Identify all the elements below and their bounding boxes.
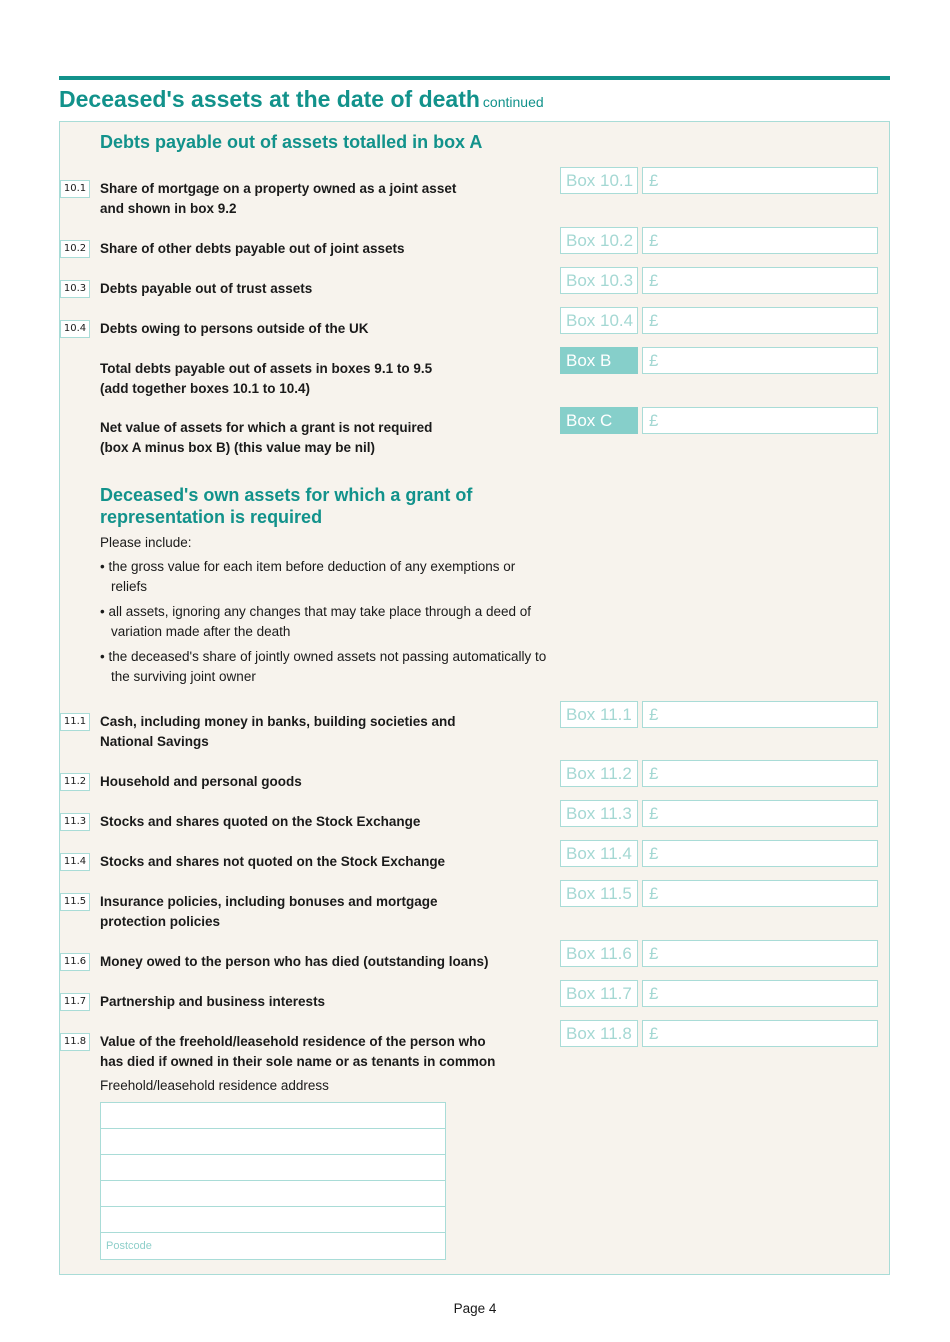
box-10-1-input[interactable] bbox=[642, 167, 878, 194]
box-11-8-label: Box 11.8 bbox=[560, 1020, 638, 1047]
question-number-11-6: 11.6 bbox=[60, 953, 90, 971]
question-11-8-text bbox=[100, 1032, 550, 1072]
address-line-3[interactable] bbox=[100, 1154, 446, 1181]
question-10-4-text: Debts owing to persons outside of the UK bbox=[100, 321, 369, 336]
question-10-1-line1: Share of mortgage on a property owned as a joint asset bbox=[100, 181, 457, 196]
question-11-2-text: Household and personal goods bbox=[100, 774, 302, 789]
box-10-3-label: Box 10.3 bbox=[560, 267, 638, 294]
page-title bbox=[59, 86, 544, 113]
question-number-11-8: 11.8 bbox=[60, 1033, 90, 1051]
question-11-1-text bbox=[100, 712, 545, 752]
question-number-11-2: 11.2 bbox=[60, 773, 90, 791]
box-11-2-label: Box 11.2 bbox=[560, 760, 638, 787]
box-11-4-label: Box 11.4 bbox=[560, 840, 638, 867]
currency-symbol: £ bbox=[649, 804, 659, 823]
box-11-8-input[interactable] bbox=[642, 1020, 878, 1047]
box-11-3-label: Box 11.3 bbox=[560, 800, 638, 827]
question-10-3-text: Debts payable out of trust assets bbox=[100, 281, 313, 296]
question-11-5-line2: protection policies bbox=[100, 914, 221, 929]
question-11-8-line1: Value of the freehold/leasehold residence of the person who bbox=[100, 1034, 486, 1049]
address-line-2[interactable] bbox=[100, 1128, 446, 1155]
net-value-line1: Net value of assets for which a grant is not required bbox=[100, 420, 433, 435]
box-11-7-label: Box 11.7 bbox=[560, 980, 638, 1007]
currency-symbol: £ bbox=[649, 171, 659, 190]
question-11-5-text bbox=[100, 892, 545, 932]
box-10-3-input[interactable] bbox=[642, 267, 878, 294]
box-11-5-label: Box 11.5 bbox=[560, 880, 638, 907]
currency-symbol: £ bbox=[649, 411, 659, 430]
debts-heading: Debts payable out of assets totalled in box A bbox=[100, 132, 483, 152]
question-11-8-line2: has died if owned in their sole name or as tenants in common bbox=[100, 1054, 496, 1069]
box-10-4-input[interactable] bbox=[642, 307, 878, 334]
question-number-11-7: 11.7 bbox=[60, 993, 90, 1011]
postcode-field[interactable]: Postcode bbox=[100, 1232, 446, 1260]
page-title-suffix: continued bbox=[482, 94, 544, 110]
bullet-gross-value: • the gross value for each item before deduction of any exemptions or reliefs bbox=[100, 559, 516, 594]
question-10-1-line2: and shown in box 9.2 bbox=[100, 201, 237, 216]
question-number-10-4: 10.4 bbox=[60, 320, 90, 338]
question-number-11-5: 11.5 bbox=[60, 893, 90, 911]
box-11-1-input[interactable] bbox=[642, 701, 878, 728]
bullet-jointly-owned: • the deceased's share of jointly owned assets not passing automatically to the surviving joint owner bbox=[100, 649, 547, 684]
box-11-1-label: Box 11.1 bbox=[560, 701, 638, 728]
question-number-10-2: 10.2 bbox=[60, 240, 90, 258]
address-label: Freehold/leasehold residence address bbox=[100, 1078, 329, 1093]
box-11-7-input[interactable] bbox=[642, 980, 878, 1007]
own-assets-heading bbox=[100, 484, 472, 528]
box-10-4-label: Box 10.4 bbox=[560, 307, 638, 334]
question-11-6-text: Money owed to the person who has died (outstanding loans) bbox=[100, 954, 489, 969]
box-11-2-input[interactable] bbox=[642, 760, 878, 787]
question-number-11-3: 11.3 bbox=[60, 813, 90, 831]
currency-symbol: £ bbox=[649, 884, 659, 903]
currency-symbol: £ bbox=[649, 705, 659, 724]
box-10-2-label: Box 10.2 bbox=[560, 227, 638, 254]
bullet-all-assets: • all assets, ignoring any changes that may take place through a deed of variation made after the death bbox=[100, 604, 531, 639]
currency-symbol: £ bbox=[649, 271, 659, 290]
address-line-5[interactable] bbox=[100, 1206, 446, 1233]
please-include-text: Please include: bbox=[100, 535, 192, 550]
question-number-10-1: 10.1 bbox=[60, 180, 90, 198]
question-number-11-1: 11.1 bbox=[60, 713, 90, 731]
question-10-2-text: Share of other debts payable out of joint assets bbox=[100, 241, 405, 256]
box-11-3-input[interactable] bbox=[642, 800, 878, 827]
question-11-1-line1: Cash, including money in banks, building societies and bbox=[100, 714, 456, 729]
own-assets-heading-line2: representation is required bbox=[100, 507, 323, 527]
box-b-input[interactable] bbox=[642, 347, 878, 374]
total-debts-line1: Total debts payable out of assets in boxes 9.1 to 9.5 bbox=[100, 361, 433, 376]
page-number: Page 4 bbox=[453, 1301, 497, 1316]
box-c-label: Box C bbox=[560, 407, 638, 434]
page-title-text: Deceased's assets at the date of death bbox=[59, 86, 480, 112]
question-11-7-text: Partnership and business interests bbox=[100, 994, 326, 1009]
currency-symbol: £ bbox=[649, 1024, 659, 1043]
currency-symbol: £ bbox=[649, 944, 659, 963]
question-number-10-3: 10.3 bbox=[60, 280, 90, 298]
box-11-6-label: Box 11.6 bbox=[560, 940, 638, 967]
currency-symbol: £ bbox=[649, 984, 659, 1003]
box-b-label: Box B bbox=[560, 347, 638, 374]
address-line-4[interactable] bbox=[100, 1180, 446, 1207]
box-c-input[interactable] bbox=[642, 407, 878, 434]
currency-symbol: £ bbox=[649, 764, 659, 783]
question-10-1-text bbox=[100, 179, 545, 219]
total-debts-text bbox=[100, 359, 545, 399]
box-10-2-input[interactable] bbox=[642, 227, 878, 254]
currency-symbol: £ bbox=[649, 231, 659, 250]
total-debts-line2: (add together boxes 10.1 to 10.4) bbox=[100, 381, 311, 396]
box-11-6-input[interactable] bbox=[642, 940, 878, 967]
own-assets-heading-line1: Deceased's own assets for which a grant of bbox=[100, 485, 473, 505]
currency-symbol: £ bbox=[649, 844, 659, 863]
box-11-5-input[interactable] bbox=[642, 880, 878, 907]
question-11-4-text: Stocks and shares not quoted on the Stock Exchange bbox=[100, 854, 446, 869]
question-11-5-line1: Insurance policies, including bonuses and mortgage bbox=[100, 894, 438, 909]
address-line-1[interactable] bbox=[100, 1102, 446, 1129]
currency-symbol: £ bbox=[649, 311, 659, 330]
box-11-4-input[interactable] bbox=[642, 840, 878, 867]
header-rule bbox=[59, 76, 890, 80]
question-11-3-text: Stocks and shares quoted on the Stock Exchange bbox=[100, 814, 421, 829]
net-value-line2: (box A minus box B) (this value may be nil) bbox=[100, 440, 376, 455]
question-number-11-4: 11.4 bbox=[60, 853, 90, 871]
question-11-1-line2: National Savings bbox=[100, 734, 209, 749]
currency-symbol: £ bbox=[649, 351, 659, 370]
net-value-text bbox=[100, 418, 545, 458]
address-box bbox=[100, 1102, 446, 1260]
box-10-1-label: Box 10.1 bbox=[560, 167, 638, 194]
